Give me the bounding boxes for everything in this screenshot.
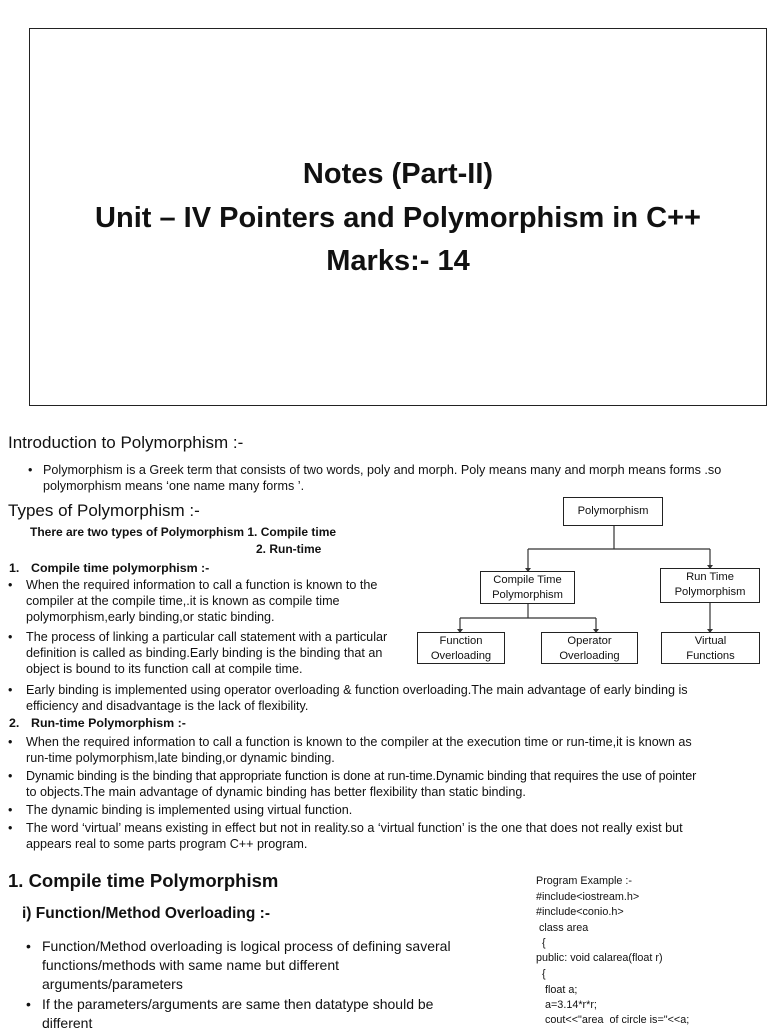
code-line: #include<iostream.h> [536,891,640,903]
bullet-icon: • [8,769,13,783]
notes-part-title: Notes (Part-II) [302,158,494,190]
bullet-icon: • [8,630,13,644]
function-overloading-heading: i) Function/Method Overloading :- [22,905,270,922]
types-heading: Types of Polymorphism :- [8,501,200,520]
code-line: { [536,937,546,949]
code-line: float a; [536,984,578,996]
two-types-line1: There are two types of Polymorphism 1. Compile time [30,525,337,539]
code-line: #include<conio.h> [536,906,624,918]
code-line: cout<<"area of circle is="<<a; [536,1014,690,1026]
bullet-icon: • [8,683,13,697]
title-slide-frame [29,28,767,406]
bullet-icon: • [8,735,13,749]
unit-title: Unit – IV Pointers and Polymorphism in C++ [95,202,701,234]
compile-poly-heading: 1. Compile time Polymorphism [8,870,279,891]
code-line: public: void calarea(float r) [536,952,663,964]
bullet-icon: • [28,463,33,477]
runtime-heading: Run-time Polymorphism :- [31,716,186,730]
operator-overloading-node: Operator Overloading [541,632,638,664]
code-line: class area [536,922,589,934]
bullet-icon: • [8,803,13,817]
function-overloading-node: Function Overloading [417,632,505,664]
bullet-icon: • [8,578,13,592]
runtime-heading-number: 2. [9,716,20,730]
polymorphism-node: Polymorphism [563,497,663,526]
run-time-node: Run Time Polymorphism [660,568,760,603]
two-types-line2: 2. Run-time [256,542,322,556]
bullet-icon: • [8,821,13,835]
program-example-label: Program Example :- [536,875,633,887]
bullet-icon: • [26,996,31,1012]
compile-heading: Compile time polymorphism :- [31,561,210,575]
bullet-icon: • [26,938,31,954]
code-line: { [536,968,546,980]
compile-heading-number: 1. [9,561,20,575]
code-line: a=3.14*r*r; [536,999,597,1011]
intro-heading: Introduction to Polymorphism :- [8,433,244,452]
marks-title: Marks:- 14 [326,245,470,277]
compile-time-node: Compile Time Polymorphism [480,571,575,604]
virtual-functions-node: Virtual Functions [661,632,760,664]
